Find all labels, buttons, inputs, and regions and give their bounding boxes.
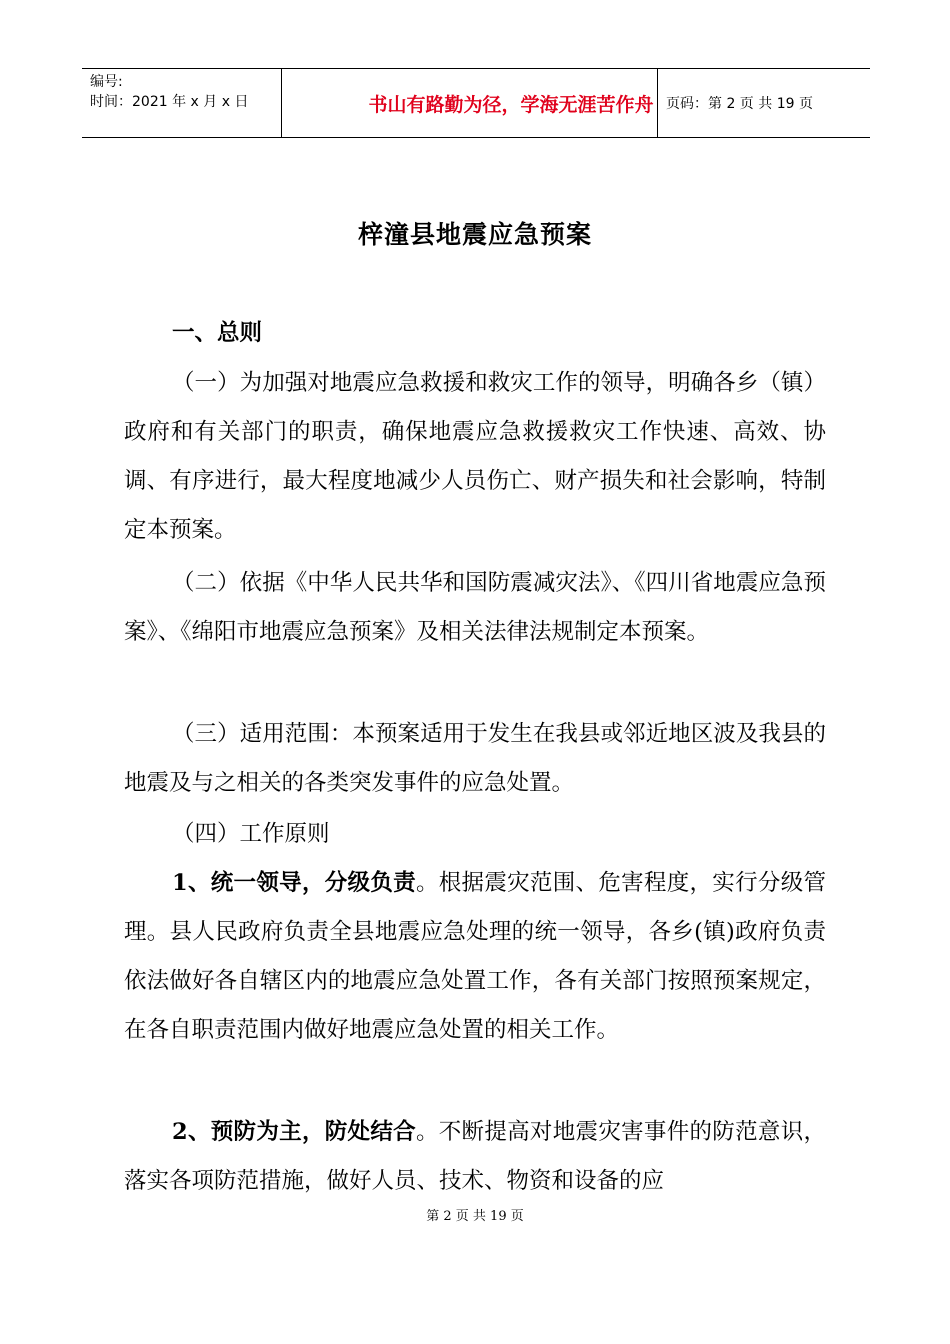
principle-heading: 2、预防为主，防处结合 xyxy=(172,1119,416,1145)
paragraph: （二）依据《中华人民共华和国防震减灾法》、《四川省地震应急预案》、《绵阳市地震应急预案》及相关法律法规制定本预案。 xyxy=(124,570,826,645)
paragraph: （三）适用范围：本预案适用于发生在我县或邻近地区波及我县的地震及与之相关的各类突发事件的应急处置。 xyxy=(124,721,826,796)
header-page-info: 页码：第 2 页 共 19 页 xyxy=(666,96,813,112)
principle-text: 。不断提高对地震灾害事件的防范意识，落实各项防范措施，做好人员、技术、物资和设备的应 xyxy=(124,1119,826,1194)
principle-text: 。根据震灾范围、危害程度，实行分级管理。县人民政府负责全县地震应急处理的统一领导，各乡(镇)政府负责依法做好各自辖区内的地震应急处置工作，各有关部门按照预案规定，在各自职责范围内做好地震应急处置的相关工作。 xyxy=(124,870,826,1043)
paragraph: （一）为加强对地震应急救援和救灾工作的领导，明确各乡（镇）政府和有关部门的职责，确保地震应急救援救灾工作快速、高效、协调、有序进行，最大程度地减少人员伤亡、财产损失和社会影响，特制定本预案。 xyxy=(124,370,826,543)
paragraph xyxy=(124,1108,826,1206)
header-divider xyxy=(657,69,658,137)
document-number-label: 编号: xyxy=(90,74,123,90)
section-heading: 一、总则 xyxy=(172,320,263,346)
document-title: 梓潼县地震应急预案 xyxy=(357,220,592,249)
paragraph xyxy=(124,859,826,1055)
header-table xyxy=(82,68,870,138)
principle-heading: 1、统一领导，分级负责 xyxy=(172,870,416,896)
header-info-cell xyxy=(82,69,281,137)
document-date-label: 时间：2021 年 x 月 x 日 xyxy=(90,94,249,110)
paragraph: （四）工作原则 xyxy=(172,821,330,847)
header-motto: 书山有路勤为径，学海无涯苦作舟 xyxy=(368,93,654,116)
page-footer: 第 2 页 共 19 页 xyxy=(426,1209,524,1224)
